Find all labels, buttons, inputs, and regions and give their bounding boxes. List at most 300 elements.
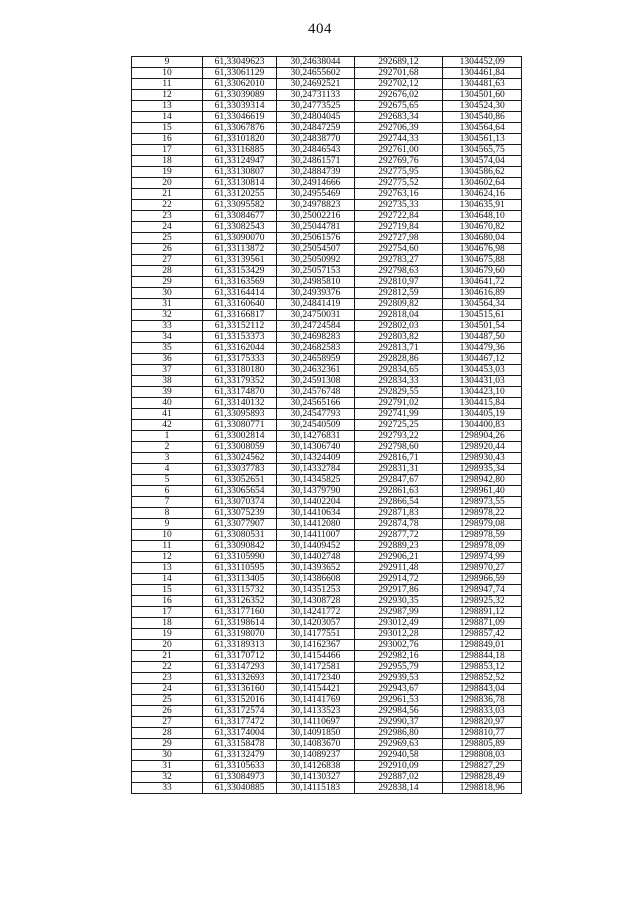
x-coordinate-cell: 292719,84	[354, 222, 443, 233]
x-coordinate-cell: 293002,76	[354, 640, 443, 651]
y-coordinate-cell: 1304616,89	[443, 288, 522, 299]
x-coordinate-cell: 293012,28	[354, 629, 443, 640]
latitude-cell: 61,33113872	[202, 244, 276, 255]
longitude-cell: 30,24914666	[277, 178, 355, 189]
longitude-cell: 30,14083670	[277, 739, 355, 750]
point-number-cell: 38	[132, 376, 203, 387]
table-row	[132, 354, 522, 365]
page-number: 404	[308, 21, 332, 37]
point-number-cell: 6	[132, 486, 203, 497]
longitude-cell: 30,14241772	[277, 607, 355, 618]
point-number-cell: 12	[132, 552, 203, 563]
y-coordinate-cell: 1298857,42	[443, 629, 522, 640]
x-coordinate-cell: 292675,65	[354, 101, 443, 112]
table-row	[132, 365, 522, 376]
table-row	[132, 156, 522, 167]
longitude-cell: 30,24847259	[277, 123, 355, 134]
longitude-cell: 30,14154466	[277, 651, 355, 662]
longitude-cell: 30,24632361	[277, 365, 355, 376]
table-row	[132, 629, 522, 640]
y-coordinate-cell: 1298973,55	[443, 497, 522, 508]
y-coordinate-cell: 1298974,99	[443, 552, 522, 563]
latitude-cell: 61,33189313	[202, 640, 276, 651]
latitude-cell: 61,33172574	[202, 706, 276, 717]
x-coordinate-cell: 292914,72	[354, 574, 443, 585]
y-coordinate-cell: 1304515,61	[443, 310, 522, 321]
table-row	[132, 508, 522, 519]
table-row	[132, 387, 522, 398]
point-number-cell: 23	[132, 673, 203, 684]
latitude-cell: 61,33101820	[202, 134, 276, 145]
table-row	[132, 596, 522, 607]
longitude-cell: 30,25050992	[277, 255, 355, 266]
point-number-cell: 4	[132, 464, 203, 475]
x-coordinate-cell: 292725,25	[354, 420, 443, 431]
table-row	[132, 123, 522, 134]
x-coordinate-cell: 292809,82	[354, 299, 443, 310]
table-row	[132, 101, 522, 112]
table-row	[132, 772, 522, 783]
x-coordinate-cell: 292813,71	[354, 343, 443, 354]
latitude-cell: 61,33039314	[202, 101, 276, 112]
y-coordinate-cell: 1304586,62	[443, 167, 522, 178]
table-row	[132, 442, 522, 453]
y-coordinate-cell: 1298978,22	[443, 508, 522, 519]
table-row	[132, 662, 522, 673]
point-number-cell: 29	[132, 739, 203, 750]
table-row	[132, 299, 522, 310]
point-number-cell: 28	[132, 728, 203, 739]
x-coordinate-cell: 292861,63	[354, 486, 443, 497]
y-coordinate-cell: 1298853,12	[443, 662, 522, 673]
y-coordinate-cell: 1304565,75	[443, 145, 522, 156]
point-number-cell: 16	[132, 134, 203, 145]
latitude-cell: 61,33080531	[202, 530, 276, 541]
point-number-cell: 19	[132, 167, 203, 178]
table-row	[132, 398, 522, 409]
point-number-cell: 30	[132, 288, 203, 299]
y-coordinate-cell: 1304467,12	[443, 354, 522, 365]
table-row	[132, 79, 522, 90]
latitude-cell: 61,33162044	[202, 343, 276, 354]
point-number-cell: 7	[132, 497, 203, 508]
latitude-cell: 61,33140132	[202, 398, 276, 409]
latitude-cell: 61,33124947	[202, 156, 276, 167]
point-number-cell: 25	[132, 695, 203, 706]
point-number-cell: 14	[132, 574, 203, 585]
point-number-cell: 13	[132, 101, 203, 112]
longitude-cell: 30,14345825	[277, 475, 355, 486]
longitude-cell: 30,24838770	[277, 134, 355, 145]
point-number-cell: 24	[132, 222, 203, 233]
latitude-cell: 61,33039089	[202, 90, 276, 101]
point-number-cell: 21	[132, 189, 203, 200]
y-coordinate-cell: 1304487,50	[443, 332, 522, 343]
y-coordinate-cell: 1304481,63	[443, 79, 522, 90]
table-row	[132, 288, 522, 299]
table-row	[132, 728, 522, 739]
longitude-cell: 30,14402748	[277, 552, 355, 563]
y-coordinate-cell: 1304561,13	[443, 134, 522, 145]
point-number-cell: 24	[132, 684, 203, 695]
y-coordinate-cell: 1304641,72	[443, 277, 522, 288]
table-row	[132, 519, 522, 530]
table-row	[132, 783, 522, 794]
table-row	[132, 332, 522, 343]
y-coordinate-cell: 1298930,43	[443, 453, 522, 464]
longitude-cell: 30,14172581	[277, 662, 355, 673]
latitude-cell: 61,33110595	[202, 563, 276, 574]
latitude-cell: 61,33174870	[202, 387, 276, 398]
table-row	[132, 112, 522, 123]
latitude-cell: 61,33113405	[202, 574, 276, 585]
longitude-cell: 30,14089237	[277, 750, 355, 761]
y-coordinate-cell: 1298920,44	[443, 442, 522, 453]
point-number-cell: 3	[132, 453, 203, 464]
x-coordinate-cell: 292911,48	[354, 563, 443, 574]
x-coordinate-cell: 292702,12	[354, 79, 443, 90]
y-coordinate-cell: 1298871,09	[443, 618, 522, 629]
longitude-cell: 30,14154421	[277, 684, 355, 695]
y-coordinate-cell: 1304670,82	[443, 222, 522, 233]
y-coordinate-cell: 1304405,19	[443, 409, 522, 420]
x-coordinate-cell: 292775,95	[354, 167, 443, 178]
x-coordinate-cell: 292829,55	[354, 387, 443, 398]
point-number-cell: 17	[132, 145, 203, 156]
table-row	[132, 200, 522, 211]
y-coordinate-cell: 1298979,08	[443, 519, 522, 530]
y-coordinate-cell: 1298833,03	[443, 706, 522, 717]
latitude-cell: 61,33115732	[202, 585, 276, 596]
longitude-cell: 30,24884739	[277, 167, 355, 178]
table-row	[132, 222, 522, 233]
point-number-cell: 1	[132, 431, 203, 442]
table-row	[132, 717, 522, 728]
point-number-cell: 13	[132, 563, 203, 574]
table-row	[132, 497, 522, 508]
x-coordinate-cell: 292955,79	[354, 662, 443, 673]
latitude-cell: 61,33084677	[202, 211, 276, 222]
table-row	[132, 750, 522, 761]
latitude-cell: 61,33180180	[202, 365, 276, 376]
table-row	[132, 706, 522, 717]
table-row	[132, 409, 522, 420]
longitude-cell: 30,24978823	[277, 200, 355, 211]
point-number-cell: 31	[132, 299, 203, 310]
latitude-cell: 61,33170712	[202, 651, 276, 662]
y-coordinate-cell: 1304679,60	[443, 266, 522, 277]
point-number-cell: 21	[132, 651, 203, 662]
longitude-cell: 30,14162367	[277, 640, 355, 651]
latitude-cell: 61,33105990	[202, 552, 276, 563]
latitude-cell: 61,33136160	[202, 684, 276, 695]
point-number-cell: 12	[132, 90, 203, 101]
x-coordinate-cell: 292791,02	[354, 398, 443, 409]
x-coordinate-cell: 292803,82	[354, 332, 443, 343]
y-coordinate-cell: 1304676,98	[443, 244, 522, 255]
longitude-cell: 30,24565166	[277, 398, 355, 409]
table-row	[132, 431, 522, 442]
x-coordinate-cell: 292987,99	[354, 607, 443, 618]
longitude-cell: 30,14141769	[277, 695, 355, 706]
x-coordinate-cell: 292990,37	[354, 717, 443, 728]
longitude-cell: 30,14306740	[277, 442, 355, 453]
point-number-cell: 33	[132, 783, 203, 794]
x-coordinate-cell: 292798,60	[354, 442, 443, 453]
latitude-cell: 61,33037783	[202, 464, 276, 475]
y-coordinate-cell: 1304524,30	[443, 101, 522, 112]
longitude-cell: 30,14203057	[277, 618, 355, 629]
longitude-cell: 30,14411007	[277, 530, 355, 541]
latitude-cell: 61,33080771	[202, 420, 276, 431]
y-coordinate-cell: 1304400,83	[443, 420, 522, 431]
longitude-cell: 30,14308728	[277, 596, 355, 607]
latitude-cell: 61,33198070	[202, 629, 276, 640]
x-coordinate-cell: 292689,12	[354, 57, 443, 68]
longitude-cell: 30,24846543	[277, 145, 355, 156]
x-coordinate-cell: 292701,68	[354, 68, 443, 79]
x-coordinate-cell: 292831,31	[354, 464, 443, 475]
longitude-cell: 30,24750031	[277, 310, 355, 321]
point-number-cell: 18	[132, 618, 203, 629]
latitude-cell: 61,33061129	[202, 68, 276, 79]
x-coordinate-cell: 292906,21	[354, 552, 443, 563]
x-coordinate-cell: 292984,56	[354, 706, 443, 717]
point-number-cell: 20	[132, 640, 203, 651]
table-row	[132, 574, 522, 585]
table-row	[132, 167, 522, 178]
table-row	[132, 684, 522, 695]
longitude-cell: 30,24655602	[277, 68, 355, 79]
latitude-cell: 61,33175333	[202, 354, 276, 365]
x-coordinate-cell: 292866,54	[354, 497, 443, 508]
longitude-cell: 30,24692521	[277, 79, 355, 90]
y-coordinate-cell: 1304415,84	[443, 398, 522, 409]
point-number-cell: 15	[132, 123, 203, 134]
y-coordinate-cell: 1304635,91	[443, 200, 522, 211]
longitude-cell: 30,14276831	[277, 431, 355, 442]
point-number-cell: 37	[132, 365, 203, 376]
latitude-cell: 61,33105633	[202, 761, 276, 772]
x-coordinate-cell: 292874,78	[354, 519, 443, 530]
latitude-cell: 61,33002814	[202, 431, 276, 442]
point-number-cell: 5	[132, 475, 203, 486]
x-coordinate-cell: 292877,72	[354, 530, 443, 541]
y-coordinate-cell: 1304564,64	[443, 123, 522, 134]
y-coordinate-cell: 1304479,36	[443, 343, 522, 354]
longitude-cell: 30,24638044	[277, 57, 355, 68]
point-number-cell: 11	[132, 79, 203, 90]
longitude-cell: 30,25002216	[277, 211, 355, 222]
point-number-cell: 25	[132, 233, 203, 244]
table-row	[132, 376, 522, 387]
table-row	[132, 255, 522, 266]
point-number-cell: 16	[132, 596, 203, 607]
table-row	[132, 453, 522, 464]
point-number-cell: 8	[132, 508, 203, 519]
longitude-cell: 30,25057153	[277, 266, 355, 277]
y-coordinate-cell: 1298978,59	[443, 530, 522, 541]
point-number-cell: 22	[132, 200, 203, 211]
table-row	[132, 552, 522, 563]
latitude-cell: 61,33132693	[202, 673, 276, 684]
latitude-cell: 61,33090842	[202, 541, 276, 552]
longitude-cell: 30,24939376	[277, 288, 355, 299]
latitude-cell: 61,33067876	[202, 123, 276, 134]
latitude-cell: 61,33077907	[202, 519, 276, 530]
y-coordinate-cell: 1298852,52	[443, 673, 522, 684]
longitude-cell: 30,14379790	[277, 486, 355, 497]
y-coordinate-cell: 1298828,49	[443, 772, 522, 783]
y-coordinate-cell: 1298827,29	[443, 761, 522, 772]
x-coordinate-cell: 292754,60	[354, 244, 443, 255]
longitude-cell: 30,24576748	[277, 387, 355, 398]
point-number-cell: 26	[132, 244, 203, 255]
x-coordinate-cell: 292706,39	[354, 123, 443, 134]
longitude-cell: 30,24985810	[277, 277, 355, 288]
y-coordinate-cell: 1304564,34	[443, 299, 522, 310]
y-coordinate-cell: 1298942,80	[443, 475, 522, 486]
x-coordinate-cell: 292783,27	[354, 255, 443, 266]
x-coordinate-cell: 292722,84	[354, 211, 443, 222]
latitude-cell: 61,33177472	[202, 717, 276, 728]
x-coordinate-cell: 292930,35	[354, 596, 443, 607]
y-coordinate-cell: 1298961,40	[443, 486, 522, 497]
latitude-cell: 61,33040885	[202, 783, 276, 794]
longitude-cell: 30,25061576	[277, 233, 355, 244]
table-row	[132, 178, 522, 189]
table-row	[132, 189, 522, 200]
longitude-cell: 30,14332784	[277, 464, 355, 475]
x-coordinate-cell: 292887,02	[354, 772, 443, 783]
point-number-cell: 32	[132, 310, 203, 321]
x-coordinate-cell: 293012,49	[354, 618, 443, 629]
y-coordinate-cell: 1304423,10	[443, 387, 522, 398]
latitude-cell: 61,33082543	[202, 222, 276, 233]
longitude-cell: 30,14172340	[277, 673, 355, 684]
y-coordinate-cell: 1304540,86	[443, 112, 522, 123]
x-coordinate-cell: 292943,67	[354, 684, 443, 695]
y-coordinate-cell: 1304453,03	[443, 365, 522, 376]
x-coordinate-cell: 292741,99	[354, 409, 443, 420]
point-number-cell: 28	[132, 266, 203, 277]
x-coordinate-cell: 292847,67	[354, 475, 443, 486]
longitude-cell: 30,14130327	[277, 772, 355, 783]
y-coordinate-cell: 1298970,27	[443, 563, 522, 574]
latitude-cell: 61,33160640	[202, 299, 276, 310]
latitude-cell: 61,33008059	[202, 442, 276, 453]
point-number-cell: 33	[132, 321, 203, 332]
y-coordinate-cell: 1304461,84	[443, 68, 522, 79]
y-coordinate-cell: 1304675,88	[443, 255, 522, 266]
point-number-cell: 14	[132, 112, 203, 123]
longitude-cell: 30,14126838	[277, 761, 355, 772]
point-number-cell: 18	[132, 156, 203, 167]
x-coordinate-cell: 292871,83	[354, 508, 443, 519]
latitude-cell: 61,33152016	[202, 695, 276, 706]
y-coordinate-cell: 1304624,16	[443, 189, 522, 200]
table-row	[132, 640, 522, 651]
point-number-cell: 20	[132, 178, 203, 189]
point-number-cell: 9	[132, 57, 203, 68]
latitude-cell: 61,33179352	[202, 376, 276, 387]
table-row	[132, 233, 522, 244]
longitude-cell: 30,14393652	[277, 563, 355, 574]
table-row	[132, 343, 522, 354]
point-number-cell: 22	[132, 662, 203, 673]
table-row	[132, 310, 522, 321]
latitude-cell: 61,33049623	[202, 57, 276, 68]
point-number-cell: 26	[132, 706, 203, 717]
x-coordinate-cell: 292802,03	[354, 321, 443, 332]
y-coordinate-cell: 1304680,04	[443, 233, 522, 244]
latitude-cell: 61,33158478	[202, 739, 276, 750]
y-coordinate-cell: 1298849,01	[443, 640, 522, 651]
point-number-cell: 23	[132, 211, 203, 222]
longitude-cell: 30,24682583	[277, 343, 355, 354]
point-number-cell: 34	[132, 332, 203, 343]
x-coordinate-cell: 292986,80	[354, 728, 443, 739]
y-coordinate-cell: 1304452,09	[443, 57, 522, 68]
longitude-cell: 30,14402204	[277, 497, 355, 508]
latitude-cell: 61,33177160	[202, 607, 276, 618]
longitude-cell: 30,14386608	[277, 574, 355, 585]
longitude-cell: 30,14115183	[277, 783, 355, 794]
x-coordinate-cell: 292769,76	[354, 156, 443, 167]
latitude-cell: 61,33084973	[202, 772, 276, 783]
latitude-cell: 61,33095582	[202, 200, 276, 211]
x-coordinate-cell: 292810,97	[354, 277, 443, 288]
latitude-cell: 61,33065654	[202, 486, 276, 497]
y-coordinate-cell: 1298820,97	[443, 717, 522, 728]
y-coordinate-cell: 1298935,34	[443, 464, 522, 475]
point-number-cell: 27	[132, 255, 203, 266]
table-row	[132, 563, 522, 574]
x-coordinate-cell: 292763,16	[354, 189, 443, 200]
x-coordinate-cell: 292727,98	[354, 233, 443, 244]
longitude-cell: 30,24540509	[277, 420, 355, 431]
coordinates-table	[131, 56, 522, 794]
y-coordinate-cell: 1304574,04	[443, 156, 522, 167]
y-coordinate-cell: 1298925,32	[443, 596, 522, 607]
longitude-cell: 30,24955469	[277, 189, 355, 200]
latitude-cell: 61,33164414	[202, 288, 276, 299]
y-coordinate-cell: 1298810,77	[443, 728, 522, 739]
y-coordinate-cell: 1304501,54	[443, 321, 522, 332]
table-row	[132, 68, 522, 79]
table-row	[132, 695, 522, 706]
table-row	[132, 266, 522, 277]
latitude-cell: 61,33130814	[202, 178, 276, 189]
y-coordinate-cell: 1298891,12	[443, 607, 522, 618]
table-row	[132, 530, 522, 541]
x-coordinate-cell: 292775,52	[354, 178, 443, 189]
longitude-cell: 30,14351253	[277, 585, 355, 596]
point-number-cell: 42	[132, 420, 203, 431]
latitude-cell: 61,33139561	[202, 255, 276, 266]
table-row	[132, 57, 522, 68]
point-number-cell: 40	[132, 398, 203, 409]
y-coordinate-cell: 1298805,89	[443, 739, 522, 750]
table-row	[132, 134, 522, 145]
table-row	[132, 464, 522, 475]
y-coordinate-cell: 1298978,09	[443, 541, 522, 552]
y-coordinate-cell: 1298844,18	[443, 651, 522, 662]
longitude-cell: 30,24773525	[277, 101, 355, 112]
longitude-cell: 30,25044781	[277, 222, 355, 233]
x-coordinate-cell: 292889,23	[354, 541, 443, 552]
point-number-cell: 30	[132, 750, 203, 761]
